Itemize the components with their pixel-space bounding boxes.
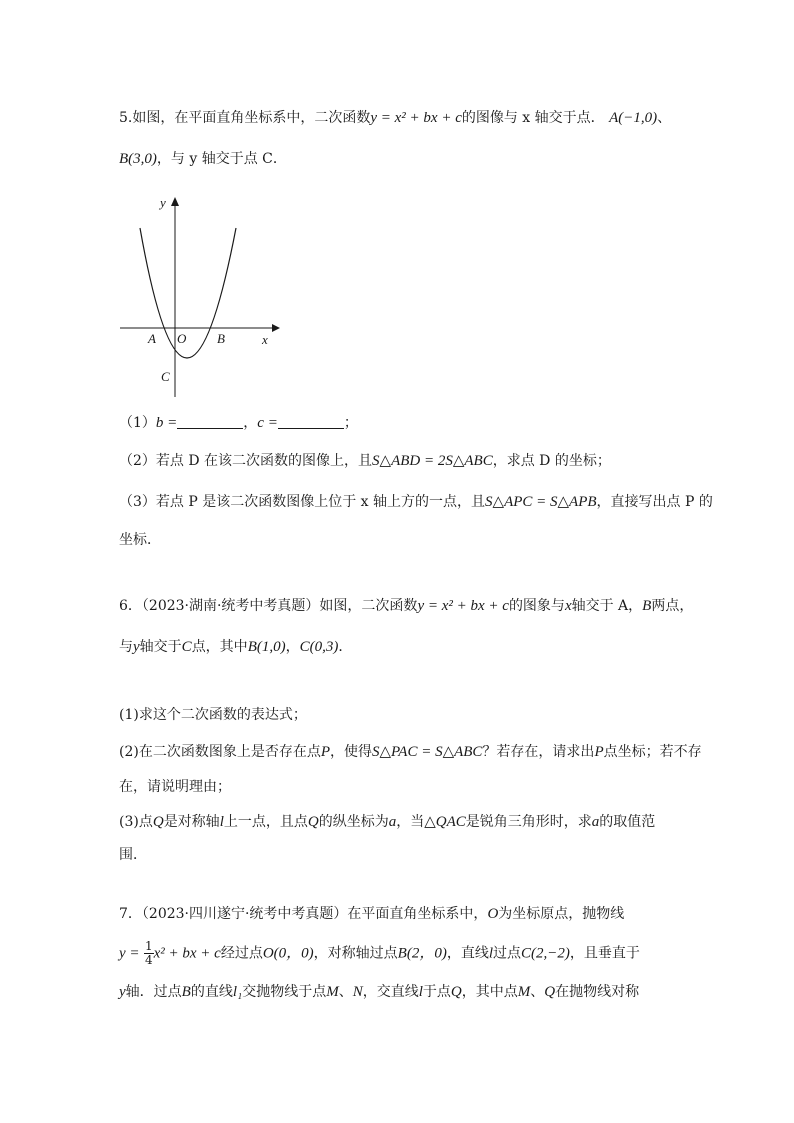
p6-point-c: C(0,3) xyxy=(299,639,339,655)
label-b: B xyxy=(217,331,225,346)
p5-q3-area: S△APC = S△APB xyxy=(485,494,597,510)
p6-q2: (2)在二次函数图象上是否存在点P，使得S△PAC = S△ABC？若存在，请求出P点坐标；若不存 xyxy=(119,744,702,760)
p5-line-1: 5.如图，在平面直角坐标系中，二次函数y = x² + bx + c的图像与 x 轴交于点． A(−1,0)、 xyxy=(119,110,672,126)
p6-function: y = x² + bx + c xyxy=(417,598,509,614)
p5-q3: （3）若点 P 是该二次函数图像上位于 x 轴上方的一点，且S△APC = S△APB，直接写出点 P 的 xyxy=(119,494,713,510)
p7-line-3: y轴．过点B的直线l₁交抛物线于点M、N，交直线l于点Q，其中点M、Q在抛物线对称 xyxy=(119,984,640,1000)
p5-q1: （1）b = ，c = ； xyxy=(119,415,358,431)
p6-triangle: △QAC xyxy=(424,814,466,830)
p5-function: y = x² + bx + c xyxy=(370,110,462,126)
p5-q2: （2）若点 D 在该二次函数的图像上，且S△ABD = 2S△ABC，求点 D 的坐标； xyxy=(119,453,611,469)
p7-line-1: 7．（2023·四川遂宁·统考中考真题）在平面直角坐标系中，O为坐标原点，抛物线 xyxy=(119,906,625,922)
p5-point-a: A(−1,0) xyxy=(609,110,658,126)
p5-q3-line2: 坐标． xyxy=(119,532,161,548)
blank-c xyxy=(278,414,344,429)
p6-q1: (1)求这个二次函数的表达式； xyxy=(119,707,307,723)
label-y: y xyxy=(160,195,166,210)
p6-q3: (3)点Q是对称轴l上一点，且点Q的纵坐标为a，当△QAC是锐角三角形时，求a的取值范 xyxy=(119,814,656,830)
x-axis-arrow xyxy=(272,324,280,332)
label-a: A xyxy=(148,331,156,346)
p7-point-o: O(0，0) xyxy=(262,945,314,962)
p7-line-2: y = $\frac{1}{4}$ x² + bx + c经过点O(0，0)，对称轴过点B(2，0)，直线l过点C(2,−2)，且垂直于 xyxy=(119,939,640,967)
parabola-graph xyxy=(110,192,290,402)
p7-point-b: B(2，0) xyxy=(397,945,447,962)
label-o: O xyxy=(177,331,187,346)
p6-line-2: 与y轴交于C点，其中B(1,0)，C(0,3)． xyxy=(119,639,353,655)
p7-point-c: C(2,−2) xyxy=(521,945,570,962)
p6-q3-line2: 围． xyxy=(119,847,147,863)
blank-b xyxy=(177,414,243,429)
p6-q2-area: S△PAC = S△ABC xyxy=(372,744,483,760)
p6-point-b: B(1,0) xyxy=(247,639,286,655)
label-c: C xyxy=(161,369,170,384)
p6-line-1: 6．（2023·湖南·统考中考真题）如图，二次函数y = x² + bx + c的图象与x轴交于 A，B两点， xyxy=(119,598,694,614)
label-x: x xyxy=(262,332,268,347)
p5-q2-area: S△ABD = 2S△ABC xyxy=(372,453,493,469)
p5-line-2: B(3,0)，与 y 轴交于点 C． xyxy=(119,151,287,167)
p5-point-b: B(3,0) xyxy=(119,151,157,167)
y-axis-arrow xyxy=(171,197,179,206)
p6-q2-line2: 在，请说明理由； xyxy=(119,779,231,795)
fraction-one-quarter: $\frac{1}{4}$ xyxy=(144,939,153,967)
